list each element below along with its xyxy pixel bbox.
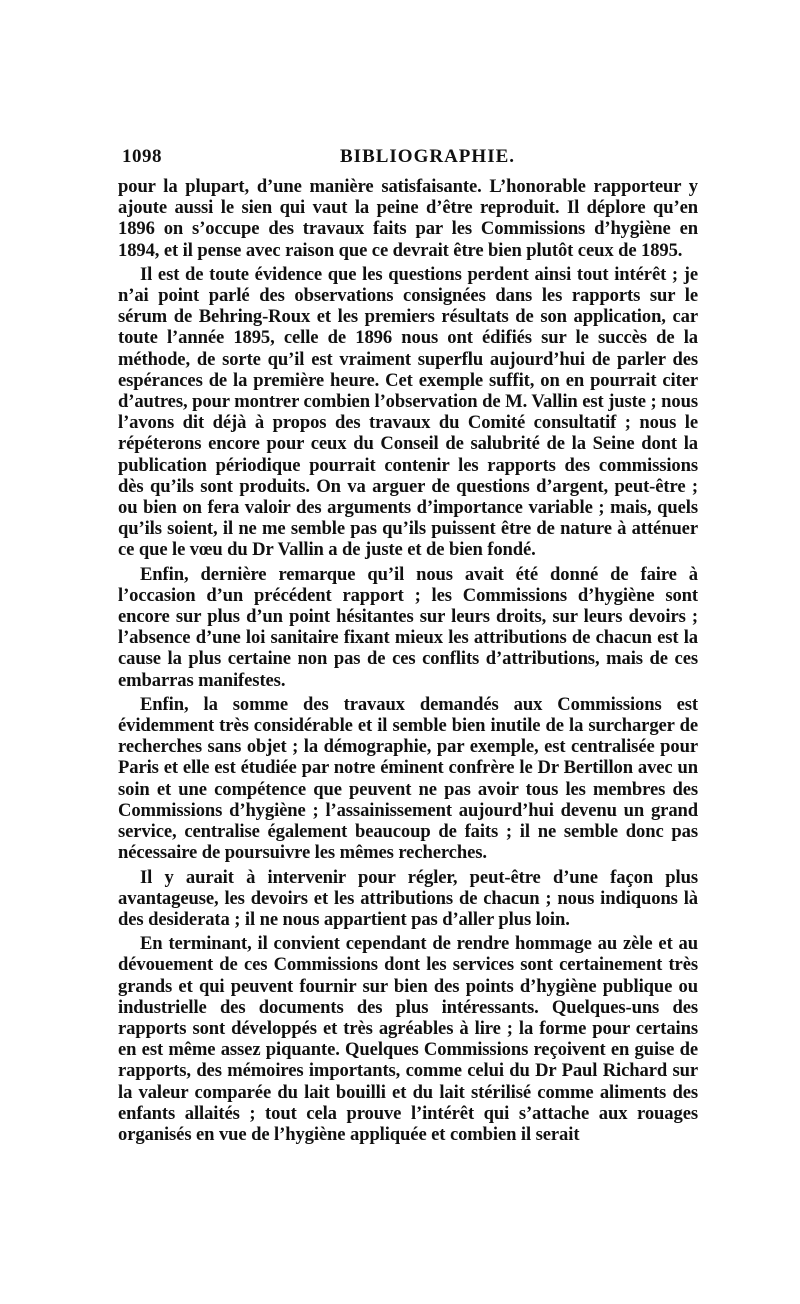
paragraph-6: En terminant, il convient cependant de rendre hommage au zèle et au dévouement de ces Commissions dont les services sont certainement très grands et qui peuvent fournir sur bien des points d’hygiène publique ou industrielle des documents des plus intéressants. Quelques-uns des rapports sont développés et très agréables à lire ; la forme pour certains en est même assez piquante. Quelques Commissions reçoivent en guise de rapports, des mémoires importants, comme celui du Dr Paul Richard sur la valeur comparée du lait bouilli et du lait stérilisé comme aliments des enfants allaités ; tout cela prouve l’intérêt qui s’attache aux rouages organisés en vue de l’hygiène appliquée et combien il serait — [118, 933, 698, 1145]
page-header — [118, 146, 698, 176]
running-head: BIBLIOGRAPHIE. — [340, 146, 516, 167]
paragraph-1: pour la plupart, d’une manière satisfaisante. L’honorable rapporteur y ajoute aussi le sien qui vaut la peine d’être reproduit. Il déplore qu’en 1896 on s’occupe des travaux faits par les Commissions d’hygiène en 1894, et il pense avec raison que ce devrait être bien plutôt ceux de 1895. — [118, 176, 698, 261]
page-number: 1098 — [122, 146, 162, 167]
paragraph-3: Enfin, dernière remarque qu’il nous avait été donné de faire à l’occasion d’un précédent rapport ; les Commissions d’hygiène sont encore sur plus d’un point hésitantes sur leurs droits, sur leurs devoirs ; l’absence d’une loi sanitaire fixant mieux les attributions de chacun est la cause la plus certaine non pas de ces conflits d’attributions, mais de ces embarras manifestes. — [118, 563, 698, 691]
paragraph-5: Il y aurait à intervenir pour régler, peut-être d’une façon plus avantageuse, les devoirs et les attributions de chacun ; nous indiquons là des desiderata ; il ne nous appartient pas d’aller plus loin. — [118, 866, 698, 930]
paragraph-4: Enfin, la somme des travaux demandés aux Commissions est évidemment très considérable et il semble bien inutile de la surcharger de recherches sans objet ; la démographie, par exemple, est centralisée pour Paris et elle est étudiée par notre éminent confrère le Dr Bertillon avec un soin et une compétence que peuvent ne pas avoir tous les membres des Commissions d’hygiène ; l’assainissement aujourd’hui devenu un grand service, centralise également beaucoup de faits ; il ne semble donc pas nécessaire de poursuivre les mêmes recherches. — [118, 693, 698, 864]
paragraph-2: Il est de toute évidence que les questions perdent ainsi tout intérêt ; je n’ai point parlé des observations consignées dans les rapports sur le sérum de Behring-Roux et les premiers résultats de son application, car toute l’année 1895, celle de 1896 nous ont édifiés sur le succès de la méthode, de sorte qu’il est vraiment superflu aujourd’hui de parler des espérances de la première heure. Cet exemple suffit, on en pourrait citer d’autres, pour montrer combien l’observation de M. Vallin est juste ; nous l’avons dit déjà à propos des travaux du Comité consultatif ; nous le répéterons encore pour ceux du Conseil de salubrité de la Seine dont la publication périodique pourrait contenir les rapports des commissions dès qu’ils sont produits. On va arguer de questions d’argent, peut-être ; ou bien on fera valoir des arguments d’importance variable ; mais, quels qu’ils soient, il ne me semble pas qu’ils puissent être de nature à atténuer ce que le vœu du Dr Vallin a de juste et de bien fondé. — [118, 263, 698, 561]
book-page — [118, 146, 698, 1145]
body-text — [118, 176, 698, 1145]
